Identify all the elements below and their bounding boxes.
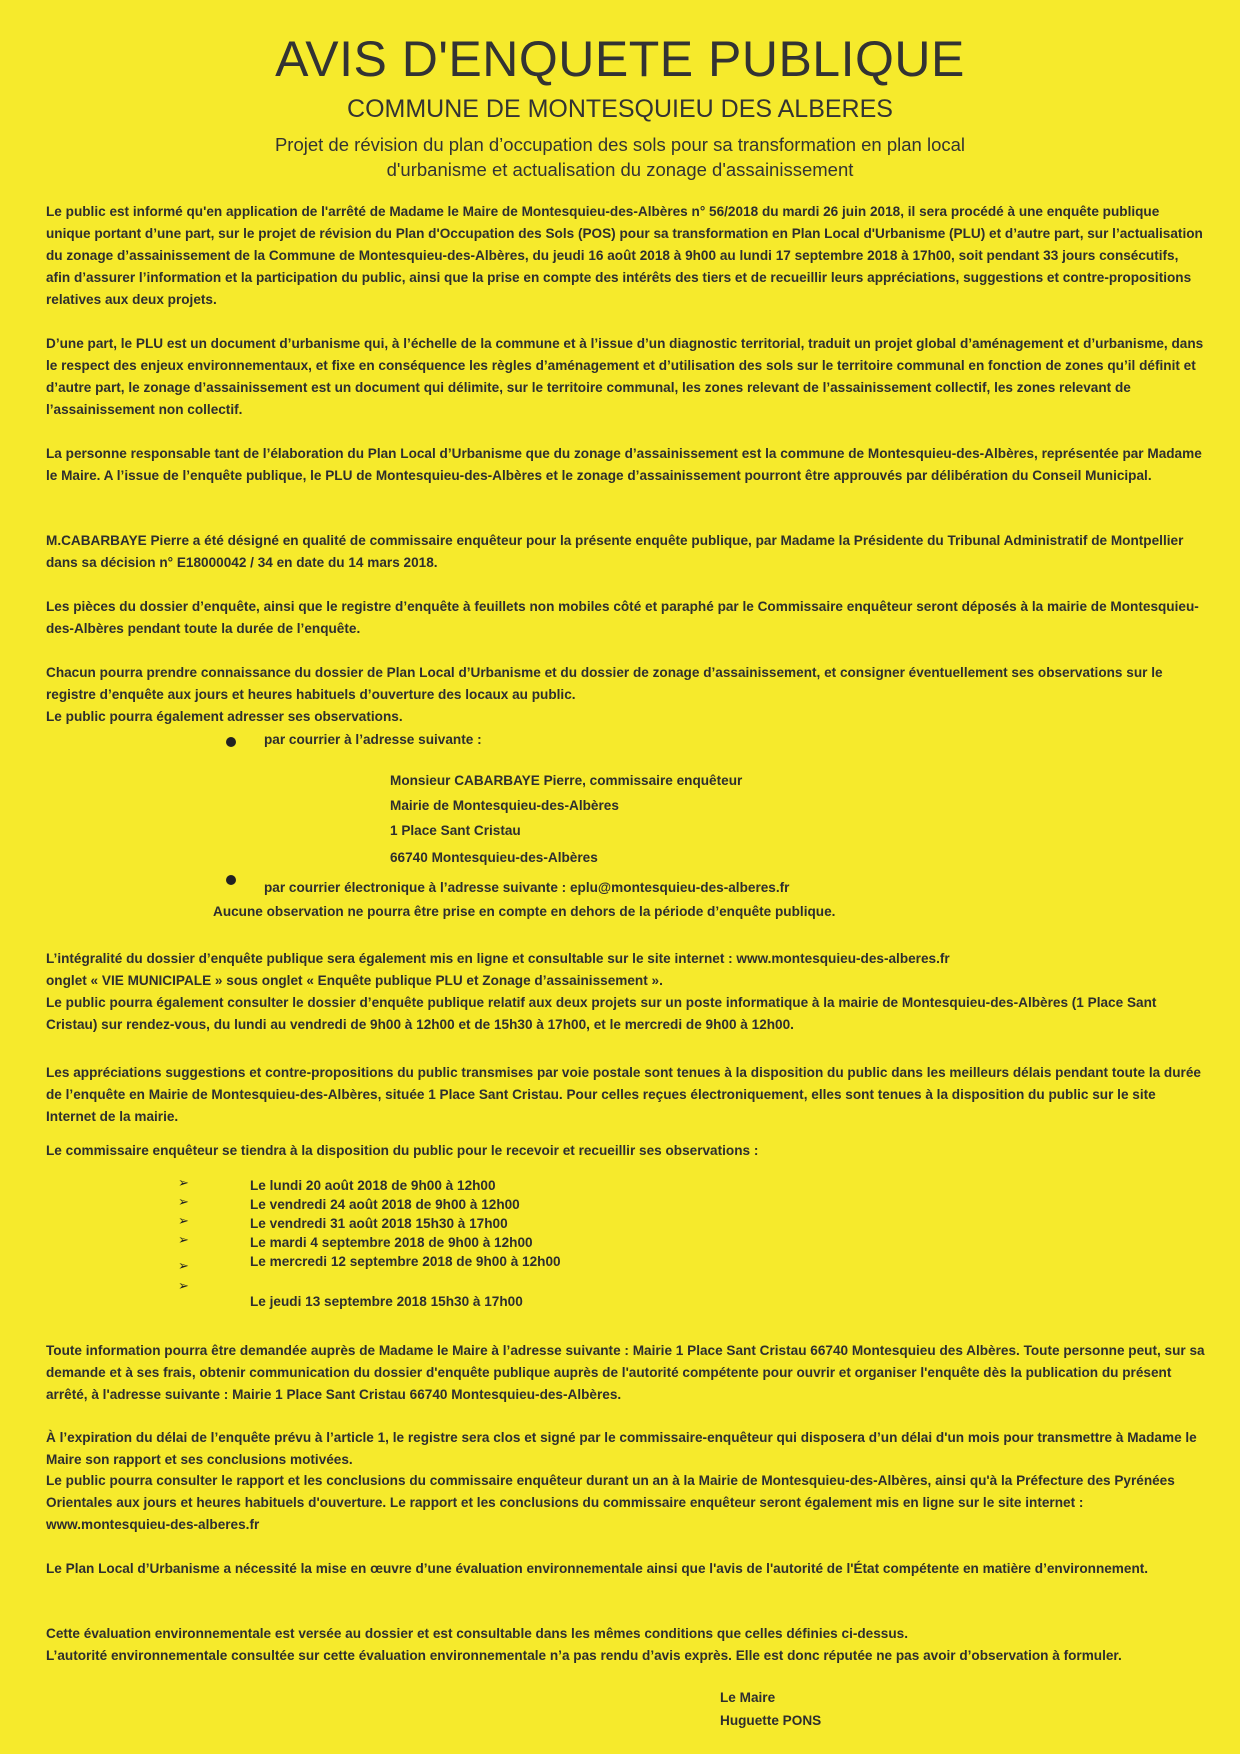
signature-name: Huguette PONS — [720, 1713, 822, 1728]
paragraph-computer-access: Le public pourra également consulter le dossier d’enquête publique relatif aux deux projets sur un poste informatique à la mairie de Montesquieu-des-Albères (1 Place Sant Cristau) sur rendez-vous, du lundi au vendredi de 9h00 à 12h00 et de 15h30 à 17h00, et le mercredi de 9h00 à 12h00. — [46, 995, 1157, 1032]
paragraph-consultation: Chacun pourra prendre connaissance du dossier de Plan Local d’Urbanisme et du dossier de zonage d’assainissement, et consigner éventuellement ses observations sur le registre d’enquête aux jours et heures habituels d’ouverture des locaux au public. — [46, 665, 1163, 702]
permanence-date: Le mardi 4 septembre 2018 de 9h00 à 12h00 — [250, 1235, 533, 1250]
paragraph-dossier-pieces: Les pièces du dossier d’enquête, ainsi que le registre d’enquête à feuillets non mobiles côté et paraphé par le Commissaire enquêteur seront déposés à la mairie de Montesquieu-des-Albères pendant toute la durée de l’enquête. — [46, 599, 1199, 636]
subtitle-line-1: Projet de révision du plan d’occupation des sols pour sa transformation en plan local — [274, 134, 966, 155]
notice-title: AVIS D'ENQUETE PUBLIQUE — [275, 31, 965, 87]
permanence-date: Le vendredi 24 août 2018 de 9h00 à 12h00 — [250, 1197, 520, 1212]
arrow-bullet-icon: ➢ — [178, 1176, 189, 1191]
no-observation-notice: Aucune observation ne pourra être prise en compte en dehors de la période d’enquête publique. — [213, 904, 836, 919]
bullet-postal-label: par courrier à l’adresse suivante : — [264, 732, 482, 747]
commune-heading: COMMUNE DE MONTESQUIEU DES ALBERES — [347, 95, 893, 123]
subtitle-line-2: d'urbanisme et actualisation du zonage d'assainissement — [386, 159, 854, 180]
arrow-bullet-icon: ➢ — [178, 1195, 189, 1210]
paragraph-report-consultation: Le public pourra consulter le rapport et les conclusions du commissaire enquêteur durant un an à la Mairie de Montesquieu-des-Albères, ainsi qu'à la Préfecture des Pyrénées Orientales aux jours et heures habituels d'ouverture. Le rapport et les conclusions du commissaire enquêteur seront également mis en ligne sur le site internet : www.montesquieu-des-alberes.fr — [46, 1473, 1175, 1532]
paragraph-environmental-evaluation: Le Plan Local d’Urbanisme a nécessité la mise en œuvre d’une évaluation environnementale ainsi que l'avis de l'autorité de l'État compétente en matière d’environnement. — [46, 1561, 1149, 1576]
paragraph-permanences-intro: Le commissaire enquêteur se tiendra à la disposition du public pour le recevoir et recueillir ses observations : — [46, 1143, 759, 1158]
paragraph-commissioner: M.CABARBAYE Pierre a été désigné en qualité de commissaire enquêteur pour la présente enquête publique, par Madame la Présidente du Tribunal Administratif de Montpellier dans sa décision n° E18000042 / 34 en date du 14 mars 2018. — [46, 533, 1184, 570]
address-line: Monsieur CABARBAYE Pierre, commissaire enquêteur — [390, 773, 743, 788]
paragraph-information-request: Toute information pourra être demandée auprès de Madame le Maire à l’adresse suivante : Mairie 1 Place Sant Cristau 66740 Montesquieu des Albères. Toute personne peut, sur sa demande et à ses frais, obtenir communication du dossier d'enquête publique auprès de l'autorité compétente pour ouvrir et organiser l'enquête dès la publication du présent arrêté, à l'adresse suivante : Mairie 1 Place Sant Cristau 66740 Montesquieu-des-Albères. — [46, 1343, 1205, 1402]
paragraph-appreciations: Les appréciations suggestions et contre-propositions du public transmises par voie postale sont tenues à la disposition du public dans les meilleurs délais pendant toute la durée de l’enquête en Mairie de Montesquieu-des-Albères, située 1 Place Sant Cristau. Pour celles reçues électroniquement, elles sont tenues à la disposition du public sur le site Internet de la mairie. — [46, 1065, 1201, 1124]
paragraph-arrete: Le public est informé qu'en application de l'arrêté de Madame le Maire de Montesquieu-des-Albères n° 56/2018 du mardi 26 juin 2018, il sera procédé à une enquête publique unique portant d’une part, sur le projet de révision du Plan d'Occupation des Sols (POS) pour sa transformation en Plan Local d'Urbanisme (PLU) et d’autre part, sur l’actualisation du zonage d’assainissement de la Commune de Montesquieu-des-Albères, du jeudi 16 août 2018 à 9h00 au lundi 17 septembre 2018 à 17h00, soit pendant 33 jours consécutifs, afin d’assurer l’information et la participation du public, ainsi que la prise en compte des intérêts des tiers et de recueillir leurs appréciations, suggestions et contre-propositions relatives aux deux projets. — [46, 204, 1203, 307]
permanence-date: Le lundi 20 août 2018 de 9h00 à 12h00 — [250, 1178, 496, 1193]
arrow-bullet-icon: ➢ — [178, 1279, 189, 1294]
paragraph-observations-intro: Le public pourra également adresser ses observations. — [46, 709, 403, 724]
bullet-email-label: par courrier électronique à l’adresse suivante : eplu@montesquieu-des-alberes.fr — [264, 880, 790, 895]
paragraph-online-dossier: L’intégralité du dossier d’enquête publique sera également mis en ligne et consultable sur le site internet : www.montesquieu-des-alberes.fr — [46, 951, 950, 966]
arrow-bullet-icon: ➢ — [178, 1214, 189, 1229]
permanence-date: Le mercredi 12 septembre 2018 de 9h00 à 12h00 — [250, 1254, 561, 1269]
bullet-dot-icon — [226, 737, 236, 747]
address-line: Mairie de Montesquieu-des-Albères — [390, 798, 619, 813]
bullet-dot-icon — [226, 875, 236, 885]
project-subtitle — [0, 132, 1240, 182]
paragraph-plu-definition: D’une part, le PLU est un document d’urbanisme qui, à l’échelle de la commune et à l’issue d’un diagnostic territorial, traduit un projet global d’aménagement et d’urbanisme, dans le respect des enjeux environnementaux, et fixe en conséquence les règles d’aménagement et d’utilisation des sols sur le territoire communal en fonction de zones qu’il définit et d’autre part, le zonage d’assainissement est un document qui délimite, sur le territoire communal, les zones relevant de l’assainissement collectif, les zones relevant de l’assainissement non collectif. — [46, 336, 1204, 417]
paragraph-online-tab: onglet « VIE MUNICIPALE » sous onglet « Enquête publique PLU et Zonage d’assainissement ». — [46, 973, 663, 988]
signature-role: Le Maire — [720, 1690, 776, 1705]
paragraph-expiration: À l’expiration du délai de l’enquête prévu à l’article 1, le registre sera clos et signé par le commissaire-enquêteur qui disposera d’un délai d'un mois pour transmettre à Madame le Maire son rapport et ses conclusions motivées. — [46, 1430, 1197, 1467]
address-line: 66740 Montesquieu-des-Albères — [390, 850, 598, 865]
arrow-bullet-icon: ➢ — [178, 1233, 189, 1248]
arrow-bullet-icon: ➢ — [178, 1259, 189, 1274]
address-line: 1 Place Sant Cristau — [390, 823, 521, 838]
paragraph-authority-opinion: L’autorité environnementale consultée sur cette évaluation environnementale n’a pas rendu d’avis exprès. Elle est donc réputée ne pas avoir d’observation à formuler. — [46, 1648, 1122, 1663]
permanence-date: Le jeudi 13 septembre 2018 15h30 à 17h00 — [250, 1294, 523, 1309]
permanence-date: Le vendredi 31 août 2018 15h30 à 17h00 — [250, 1216, 508, 1231]
paragraph-responsible: La personne responsable tant de l’élaboration du Plan Local d’Urbanisme que du zonage d’assainissement est la commune de Montesquieu-des-Albères, représentée par Madame le Maire. A l’issue de l’enquête publique, le PLU de Montesquieu-des-Albères et le zonage d’assainissement pourront être approuvés par délibération du Conseil Municipal. — [46, 446, 1202, 483]
paragraph-evaluation-dossier: Cette évaluation environnementale est versée au dossier et est consultable dans les mêmes conditions que celles définies ci-dessus. — [46, 1626, 909, 1641]
